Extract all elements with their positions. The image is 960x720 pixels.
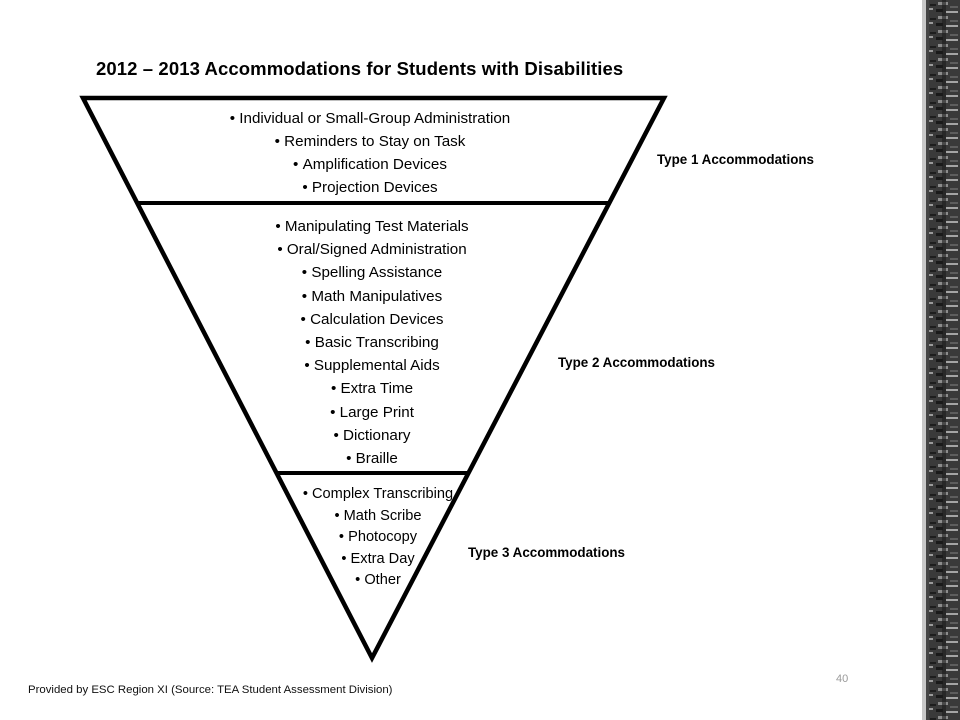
list-item: • Complex Transcribing bbox=[258, 484, 498, 506]
source-footer: Provided by ESC Region XI (Source: TEA Student Assessment Division) bbox=[28, 684, 393, 696]
page-number: 40 bbox=[836, 673, 849, 685]
tier-3-items bbox=[258, 484, 498, 592]
tier-1-items bbox=[170, 107, 570, 199]
list-item: • Oral/Signed Administration bbox=[172, 238, 572, 261]
list-item: • Basic Transcribing bbox=[172, 331, 572, 354]
decorative-edge-border bbox=[916, 0, 960, 720]
list-item: • Dictionary bbox=[172, 424, 572, 447]
type-3-label: Type 3 Accommodations bbox=[468, 545, 625, 560]
tier-2-items bbox=[172, 215, 572, 470]
type-1-label: Type 1 Accommodations bbox=[657, 152, 814, 167]
list-item: • Calculation Devices bbox=[172, 308, 572, 331]
list-item: • Photocopy bbox=[258, 527, 498, 549]
list-item: • Projection Devices bbox=[170, 176, 570, 199]
list-item: • Spelling Assistance bbox=[172, 261, 572, 284]
diagram-title: 2012 – 2013 Accommodations for Students with Disabilities bbox=[96, 58, 624, 79]
list-item: • Extra Time bbox=[172, 377, 572, 400]
list-item: • Math Scribe bbox=[258, 506, 498, 528]
list-item: • Manipulating Test Materials bbox=[172, 215, 572, 238]
list-item: • Large Print bbox=[172, 401, 572, 424]
list-item: • Supplemental Aids bbox=[172, 354, 572, 377]
type-2-label: Type 2 Accommodations bbox=[558, 355, 715, 370]
list-item: • Math Manipulatives bbox=[172, 285, 572, 308]
list-item: • Reminders to Stay on Task bbox=[170, 130, 570, 153]
list-item: • Amplification Devices bbox=[170, 153, 570, 176]
list-item: • Individual or Small-Group Administration bbox=[170, 107, 570, 130]
list-item: • Braille bbox=[172, 447, 572, 470]
list-item: • Extra Day bbox=[258, 549, 498, 571]
list-item: • Other bbox=[258, 570, 498, 592]
